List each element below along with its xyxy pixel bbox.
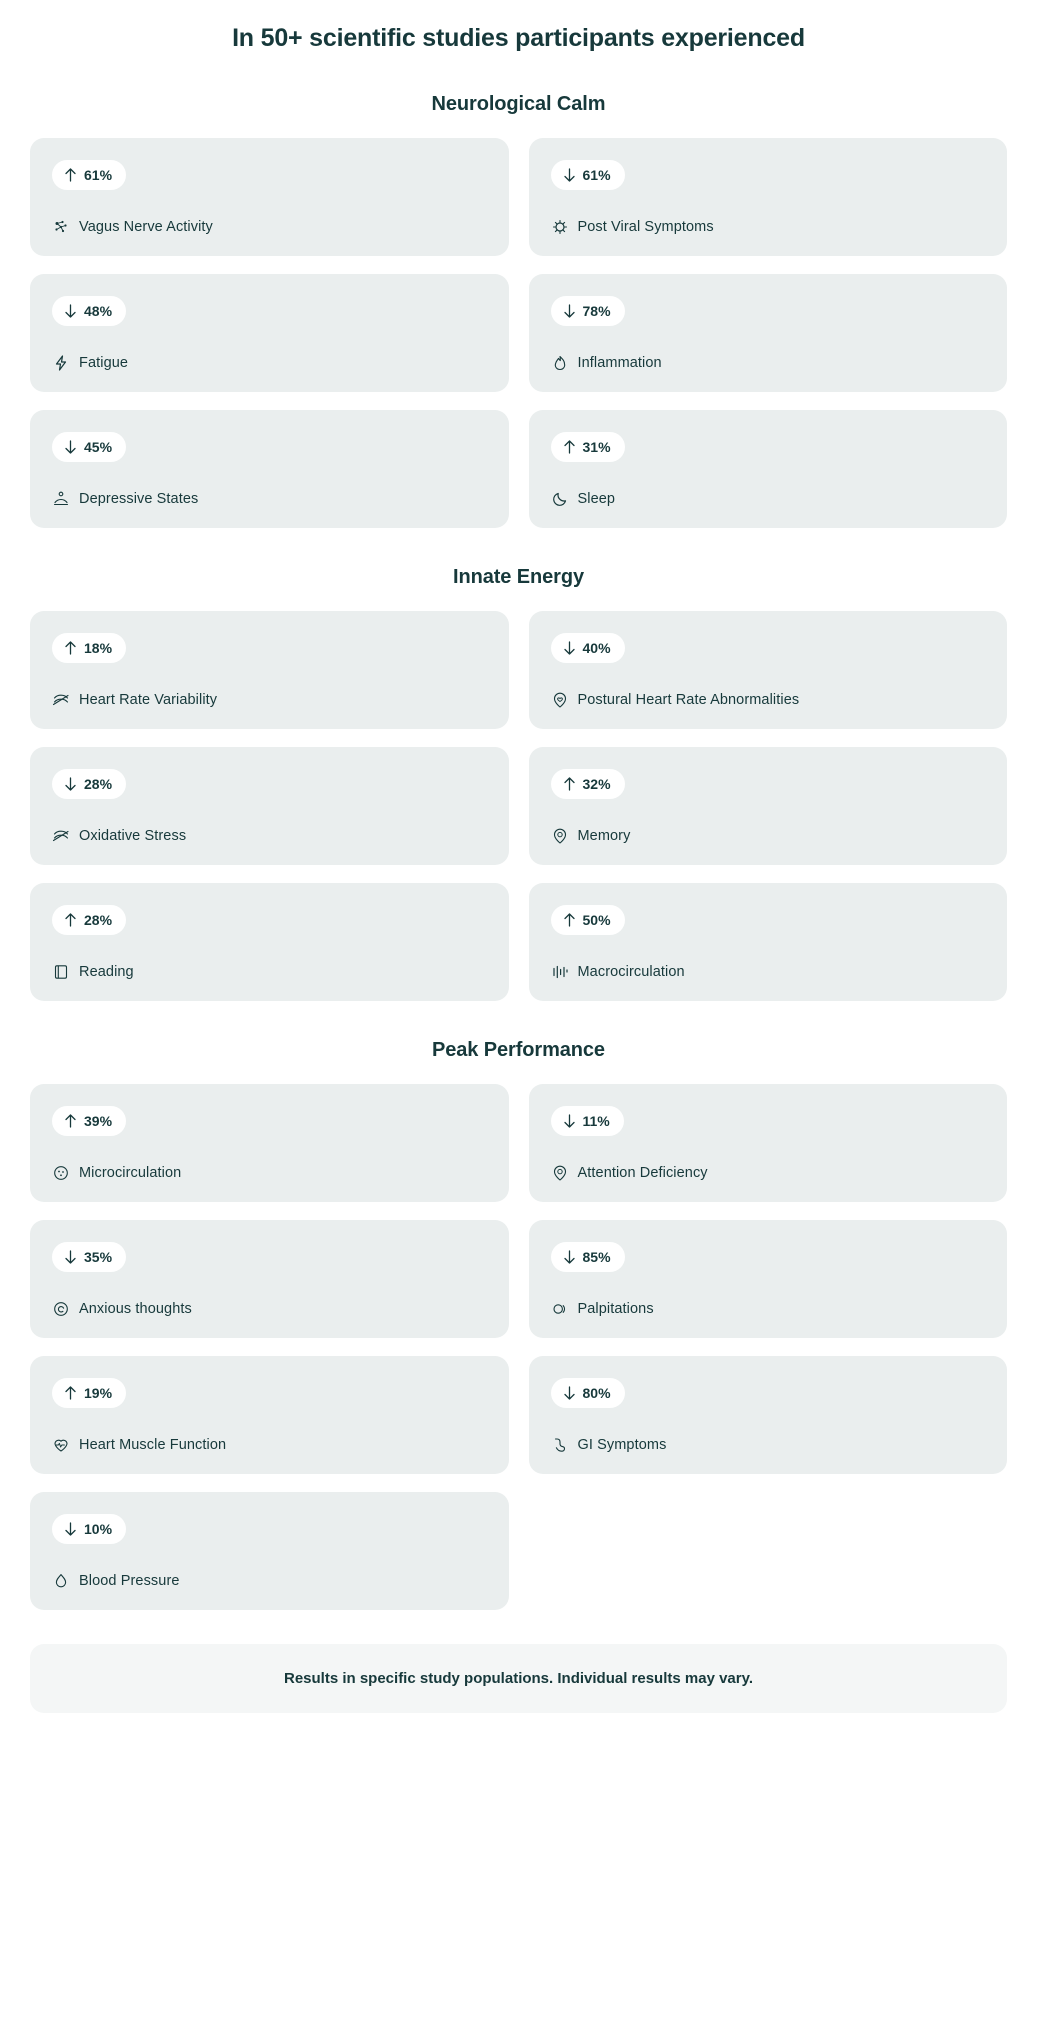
waves-icon <box>52 827 70 845</box>
stat-label: Heart Rate Variability <box>79 691 218 708</box>
heartbeat-icon <box>551 1300 569 1318</box>
stat-value: 80% <box>582 1384 611 1401</box>
arrow-down-icon <box>563 167 576 182</box>
stat-label: Sleep <box>577 490 616 507</box>
stat-label-row <box>52 354 487 372</box>
stat-label: Inflammation <box>577 354 662 371</box>
stat-value: 61% <box>84 166 113 183</box>
stat-pill <box>551 296 625 326</box>
section <box>30 55 1007 528</box>
section <box>30 528 1007 1001</box>
arrow-up-icon <box>64 1385 77 1400</box>
stat-label-row <box>551 490 986 508</box>
section-title: Neurological Calm <box>431 92 606 115</box>
stat-card <box>30 611 509 729</box>
stat-pill <box>52 905 126 935</box>
flame-icon <box>551 354 569 372</box>
pulse-bars-icon <box>551 963 569 981</box>
pin-heart-icon <box>551 691 569 709</box>
stat-pill <box>551 769 625 799</box>
stat-label: GI Symptoms <box>577 1436 667 1453</box>
stat-label: Heart Muscle Function <box>79 1436 227 1453</box>
section <box>30 1001 1007 1610</box>
stat-label-row <box>551 1436 986 1454</box>
arrow-up-icon <box>563 439 576 454</box>
stat-value: 32% <box>582 775 611 792</box>
stat-card <box>30 1220 509 1338</box>
stat-label: Postural Heart Rate Abnormalities <box>577 691 800 708</box>
stat-value: 39% <box>84 1112 113 1129</box>
stat-label-row <box>52 1572 487 1590</box>
section-title: Peak Performance <box>432 1038 605 1061</box>
stat-pill <box>52 1242 126 1272</box>
arrow-down-icon <box>563 640 576 655</box>
bolt-icon <box>52 354 70 372</box>
stat-pill <box>551 160 625 190</box>
arrow-up-icon <box>563 776 576 791</box>
stat-label: Microcirculation <box>79 1164 182 1181</box>
nerve-icon <box>52 218 70 236</box>
arrow-down-icon <box>563 303 576 318</box>
heart-pulse-icon <box>52 1436 70 1454</box>
stat-card <box>30 274 509 392</box>
stat-card <box>529 1220 1008 1338</box>
section-title: Innate Energy <box>453 565 584 588</box>
section-title-wrap <box>30 55 1007 138</box>
arrow-up-icon <box>64 640 77 655</box>
footnote: Results in specific study populations. Individual results may vary. <box>30 1644 1007 1713</box>
stat-value: 61% <box>582 166 611 183</box>
brain-pin-icon <box>551 827 569 845</box>
stat-label: Attention Deficiency <box>577 1164 708 1181</box>
stat-card <box>529 883 1008 1001</box>
spiral-icon <box>52 1300 70 1318</box>
stat-pill <box>52 432 126 462</box>
stat-card-grid <box>30 611 1007 1001</box>
stat-label-row <box>52 218 487 236</box>
stat-label: Anxious thoughts <box>79 1300 192 1317</box>
stat-card <box>30 138 509 256</box>
page-title: In 50+ scientific studies participants experienced <box>232 24 805 52</box>
stat-label: Vagus Nerve Activity <box>79 218 213 235</box>
stat-card <box>529 1356 1008 1474</box>
brain-pin-icon <box>551 1164 569 1182</box>
stat-pill <box>551 633 625 663</box>
arrow-down-icon <box>563 1385 576 1400</box>
section-title-wrap <box>30 528 1007 611</box>
stat-value: 10% <box>84 1520 113 1537</box>
book-icon <box>52 963 70 981</box>
stat-label-row <box>551 963 986 981</box>
stat-card <box>30 1084 509 1202</box>
stat-card <box>30 1356 509 1474</box>
stat-pill <box>52 1514 126 1544</box>
stat-label: Fatigue <box>79 354 129 371</box>
stat-value: 78% <box>582 302 611 319</box>
stat-card <box>30 883 509 1001</box>
stat-label-row <box>551 1300 986 1318</box>
stat-card <box>529 1084 1008 1202</box>
stat-pill <box>551 905 625 935</box>
stat-label-row <box>52 691 487 709</box>
stat-value: 11% <box>582 1112 610 1129</box>
arrow-up-icon <box>64 1113 77 1128</box>
stat-value: 48% <box>84 302 113 319</box>
stat-label-row <box>551 354 986 372</box>
stat-label: Reading <box>79 963 134 980</box>
section-title-wrap <box>30 1001 1007 1084</box>
stat-value: 85% <box>582 1248 611 1265</box>
stat-value: 35% <box>84 1248 113 1265</box>
arrow-up-icon <box>563 912 576 927</box>
stat-pill <box>52 633 126 663</box>
stat-value: 28% <box>84 911 113 928</box>
stomach-icon <box>551 1436 569 1454</box>
stat-pill <box>551 1106 624 1136</box>
stat-card <box>529 274 1008 392</box>
stat-value: 31% <box>582 438 611 455</box>
stat-label-row <box>551 218 986 236</box>
stat-label-row <box>551 827 986 845</box>
virus-icon <box>551 218 569 236</box>
stat-value: 40% <box>582 639 611 656</box>
stat-pill <box>52 1378 126 1408</box>
arrow-down-icon <box>64 1521 77 1536</box>
stat-value: 19% <box>84 1384 113 1401</box>
stat-label: Memory <box>577 827 631 844</box>
stat-value: 18% <box>84 639 113 656</box>
stat-label-row <box>52 1300 487 1318</box>
stat-pill <box>52 296 126 326</box>
arrow-down-icon <box>64 1249 77 1264</box>
stat-label-row <box>52 963 487 981</box>
stat-card-grid <box>30 1084 1007 1610</box>
arrow-down-icon <box>64 776 77 791</box>
stat-card <box>529 747 1008 865</box>
stat-card <box>30 1492 509 1610</box>
arrow-down-icon <box>563 1249 576 1264</box>
stat-label-row <box>52 1436 487 1454</box>
stat-label: Post Viral Symptoms <box>577 218 714 235</box>
moon-icon <box>551 490 569 508</box>
stat-label: Depressive States <box>79 490 199 507</box>
stat-pill <box>551 1378 625 1408</box>
arrow-up-icon <box>64 912 77 927</box>
stat-value: 50% <box>582 911 611 928</box>
arrow-up-icon <box>64 167 77 182</box>
stat-pill <box>52 769 126 799</box>
waves-icon <box>52 691 70 709</box>
stat-card <box>30 747 509 865</box>
stat-value: 45% <box>84 438 113 455</box>
stat-card <box>30 410 509 528</box>
meditation-icon <box>52 490 70 508</box>
stat-pill <box>551 1242 625 1272</box>
arrow-down-icon <box>563 1113 576 1128</box>
arrow-down-icon <box>64 303 77 318</box>
stat-pill <box>551 432 625 462</box>
cell-icon <box>52 1164 70 1182</box>
stat-label-row <box>52 490 487 508</box>
droplet-icon <box>52 1572 70 1590</box>
stat-label-row <box>52 827 487 845</box>
stat-pill <box>52 160 126 190</box>
arrow-down-icon <box>64 439 77 454</box>
stat-label-row <box>551 1164 986 1182</box>
stat-label: Macrocirculation <box>577 963 685 980</box>
stat-card <box>529 611 1008 729</box>
stat-card <box>529 138 1008 256</box>
stat-label: Blood Pressure <box>79 1572 180 1589</box>
stat-value: 28% <box>84 775 113 792</box>
sections-container <box>30 55 1007 1610</box>
stat-label-row <box>52 1164 487 1182</box>
stat-label-row <box>551 691 986 709</box>
stat-pill <box>52 1106 126 1136</box>
stat-label: Palpitations <box>577 1300 654 1317</box>
stat-card <box>529 410 1008 528</box>
stat-label: Oxidative Stress <box>79 827 187 844</box>
stat-card-grid <box>30 138 1007 528</box>
